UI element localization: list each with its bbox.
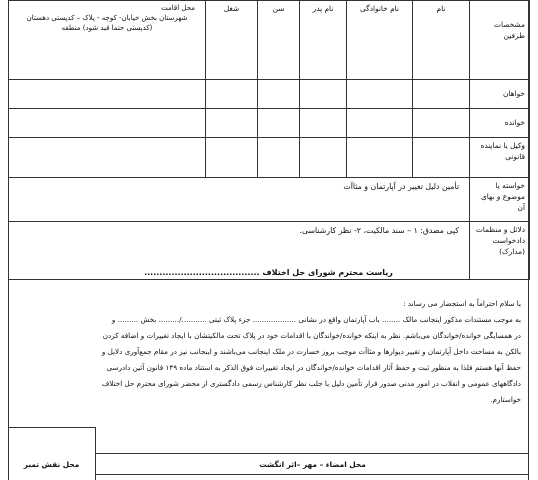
letter-line: در همسایگی خوانده/خواندگان می‌باشم. نظر به اینکه خوانده/خواندگان با اقدامات خود در پلاک تحت مالکیتشان با ایجاد تغییرات و اضافه کردن: [102, 331, 521, 340]
defendant-row: [9, 109, 530, 138]
attorney-father-name-cell[interactable]: [300, 138, 347, 178]
attorney-last-name-cell[interactable]: [347, 138, 413, 178]
age-header: سن: [258, 1, 300, 80]
defendant-father-name-cell[interactable]: [300, 109, 347, 138]
plaintiff-first-name-cell[interactable]: [413, 80, 470, 109]
attorney-row: [9, 138, 530, 178]
defendant-last-name-cell[interactable]: [347, 109, 413, 138]
attorney-age-cell[interactable]: [258, 138, 300, 178]
plaintiff-address-cell[interactable]: [9, 80, 206, 109]
last-name-header: نام خانوادگی: [347, 1, 413, 80]
claim-value[interactable]: تأمین دلیل تغییر در آپارتمان و مثاآت: [9, 178, 470, 222]
claim-label: خواسته یا موضوع و بهای آن: [470, 178, 530, 222]
attorney-first-name-cell[interactable]: [413, 138, 470, 178]
letter-line: با سلام احتراماً به استحضار می رساند :: [403, 299, 521, 308]
first-name-header: نام: [413, 1, 470, 80]
plaintiff-last-name-cell[interactable]: [347, 80, 413, 109]
attorney-job-cell[interactable]: [206, 138, 258, 178]
letter-line: حفظ آنها هستم فلذا به منظور ثبت و حفظ آثار اقدامات خوانده/خواندگان در ایجاد تغییرات فوق الذکر به استناد ماده ۱۴۹ قانون آئین دادرسی: [106, 363, 521, 372]
evidence-value[interactable]: کپی مصدق: ۱ – سند مالکیت، ۲- نظر کارشناسی.: [9, 222, 470, 280]
council-address-line: ریاست محترم شورای حل اختلاف ......................................: [144, 268, 393, 277]
letter-line: به موجب مستندات مذکور اینجانب مالک ........ باب آپارتمان واقع در نشانی ................... جزء پلاک ثبتی .........../......... بخش ......... و: [111, 315, 521, 324]
address-detail: شهرستان بخش خیابان- کوچه - پلاک – کدپستی دهستان (کدپستی حتما قید شود) منطقه: [26, 14, 188, 32]
defendant-address-cell[interactable]: [9, 109, 206, 138]
header-row: [9, 1, 530, 80]
letter-line: دادگاههای عمومی و انقلاب در امور مدنی صدور قرار تأمین دلیل با جلب نظر کارشناس رسمی دادگستری از محضر شورای محترم حل اختلاف: [101, 379, 521, 388]
attorney-address-cell[interactable]: [9, 138, 206, 178]
plaintiff-father-name-cell[interactable]: [300, 80, 347, 109]
party-spec-header: مشخصات طرفین: [470, 1, 530, 80]
defendant-age-cell[interactable]: [258, 109, 300, 138]
defendant-first-name-cell[interactable]: [413, 109, 470, 138]
address-header: [9, 1, 206, 80]
evidence-label: دلائل و منظمات دادخواست (مدارک): [470, 222, 530, 280]
signature-area: محل امضاء – مهر –اثر انگشت: [96, 453, 529, 480]
petition-letter: [18, 296, 521, 408]
plaintiff-age-cell[interactable]: [258, 80, 300, 109]
defendant-job-cell[interactable]: [206, 109, 258, 138]
job-header: شغل: [206, 1, 258, 80]
divider: [96, 474, 529, 475]
petition-form-table: [8, 0, 530, 280]
claim-row: [9, 178, 530, 222]
plaintiff-row: [9, 80, 530, 109]
defendant-label: خوانده: [470, 109, 530, 138]
address-title: محل اقامت: [161, 4, 195, 12]
letter-line: بالکن به مساحت داخل آپارتمان و تغییر دیوارها و مثاآت موجب بروز خسارت در ملک اینجانب می‌باشند و اینجانب نیز در مقام جمع‌آوری دلایل و: [101, 347, 521, 356]
attorney-label: وکیل یا نماینده قانونی: [470, 138, 530, 178]
plaintiff-label: خواهان: [470, 80, 530, 109]
plaintiff-job-cell[interactable]: [206, 80, 258, 109]
stamp-area: محل نقش تمبر: [8, 427, 96, 480]
letter-line: خواستارم.: [490, 395, 521, 404]
father-name-header: نام پدر: [300, 1, 347, 80]
